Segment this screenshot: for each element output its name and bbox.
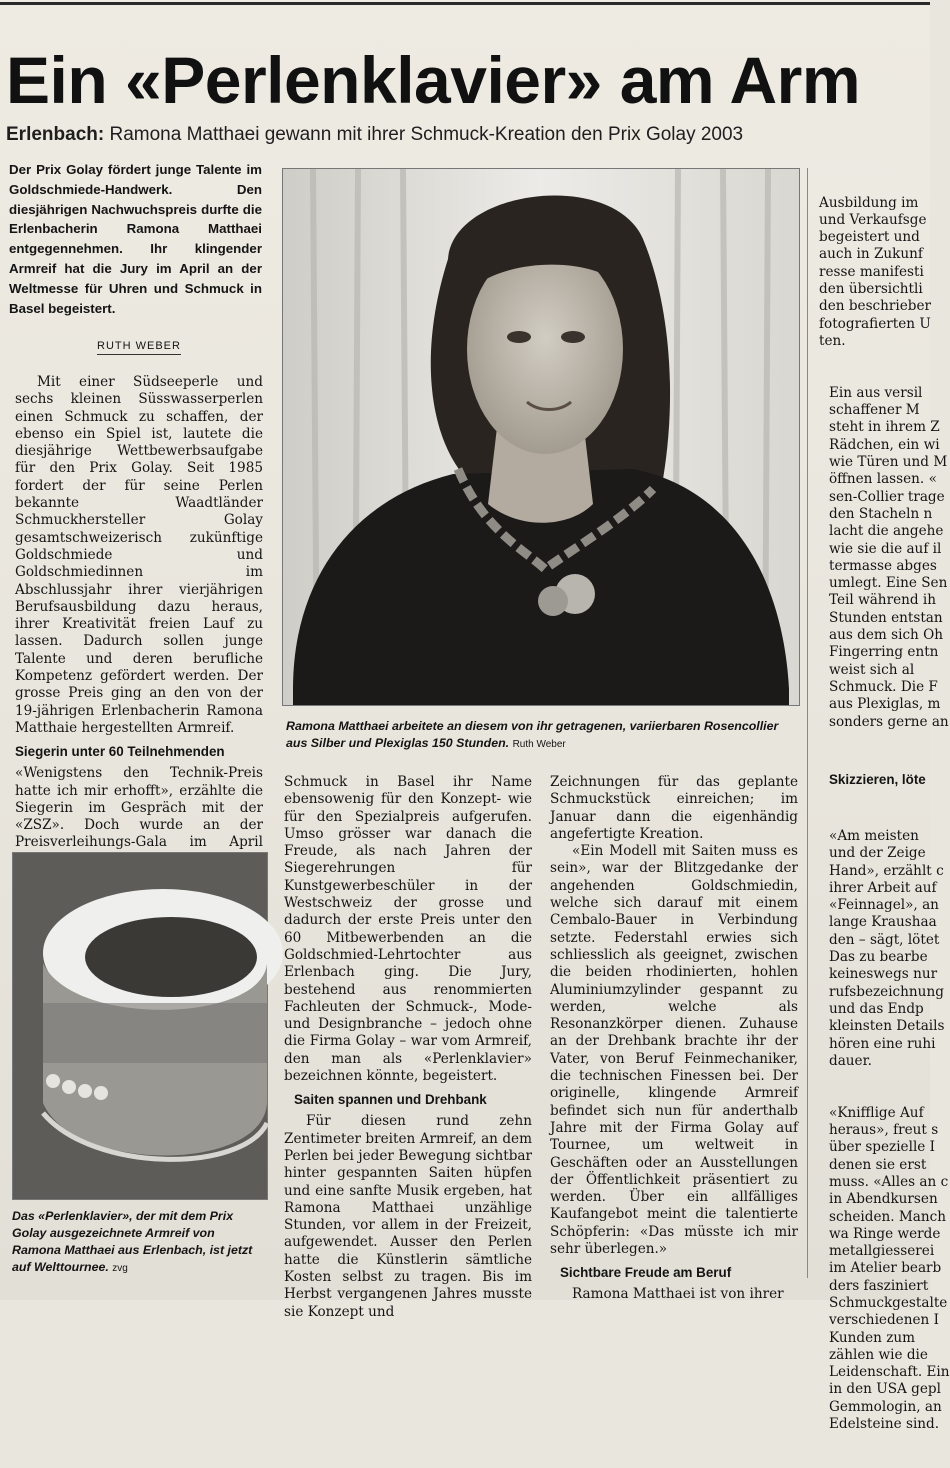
caption-text: Ramona Matthaei arbeitete an diesem von ihr getragenen, variierbaren Rosencollier aus Silber und Plexiglas 150 Stunden. [286, 719, 779, 750]
photo-credit: zvg [112, 1263, 128, 1274]
paragraph: «Wenigstens den Technik-Preis hatte ich mir erhofft», erzählte die Siegerin im Gespräch mit der «ZSZ». Doch wurde an der Preisverleihungs-Gala im April [15, 765, 263, 851]
column-1 [15, 374, 263, 886]
paragraph: «Ein Modell mit Saiten muss es sein», war der Blitzgedanke der angehenden Goldschmiedin, welche sich darauf mit einem Cembalo-Bauer in Verbindung setzte. Federstahl erwies sich schliesslich als geeignet, zwischen die beiden rhodinierten, hohlen Aluminiumzylinder gespannt zu werden, welche als Resonanzkörper dienen. Zuhause an der Drehbank brachte ihr der Vater, von Beruf Feinmechaniker, die technischen Finessen bei. Der originelle, klingende Armreif befindet sich nun für anderthalb Jahre mit der Firma Golay auf Tournee, um weltweit in Geschäften oder an Ausstellungen der Öffentlichkeit präsentiert zu werden. Über ein allfälliges Kaufangebot meint die talentierte Schöpferin: «Das müsste ich mir sehr überlegen.» [550, 843, 798, 1258]
kicker: Erlenbach: [6, 124, 105, 145]
paragraph: Zeichnungen für das geplante Schmuckstück einreichen; im Januar dann die eigenhändig angefertigte Kreation. [550, 774, 798, 842]
top-rule [0, 2, 930, 5]
subheading: Skizzieren, löte [829, 772, 926, 788]
subheading: Sichtbare Freude am Beruf [560, 1265, 732, 1281]
byline: RUTH WEBER [97, 340, 181, 355]
bracelet-photo-image [13, 853, 267, 1199]
column-4 [819, 160, 950, 1468]
paragraph: «Knifflige Auf heraus», freut s über spezielle I denen sie erst muss. «Alles an c in Abendkursen scheiden. Manch wa Ringe werde metallgiesserei im Atelier bearb ders fasziniert Schmuckgestalte verschiedenen I Kunden zum zählen wie die Leidenschaft. Ein in den USA gepl Gemmologin, an Edelsteine sind. [829, 1104, 950, 1433]
paragraph: Ramona Matthaei ist von ihrer [572, 1286, 784, 1303]
subheadline-text: Ramona Matthaei gewann mit ihrer Schmuck-Kreation den Prix Golay 2003 [109, 124, 744, 145]
subheadline [6, 122, 743, 148]
subheading: Saiten spannen und Drehbank [294, 1092, 487, 1108]
bracelet-photo [12, 852, 268, 1200]
paragraph: Mit einer Südseeperle und sechs kleinen Süsswasserperlen einen Schmuck zu schaffen, der ebenso ein Spiel ist, lautete die diesjährige Wettbewerbsaufgabe für den Prix Golay. Seit 1985 fordert der für seine Perlen bekannte Waadtländer Schmuckhersteller Golay gesamtschweizerisch zukünftige Goldschmiede und Goldschmiedinnen im Abschlussjahr ihrer vierjährigen Berufsausbildung dazu heraus, ihrer Kreativität freien Lauf zu lassen. Dadurch sollen junge Talente und deren berufliche Kompetenz gefördert werden. Der grosse Preis ging an den von der 19-jährigen Erlenbacherin Ramona Matthaie hergestellten Armreif. [15, 374, 263, 736]
bracelet-caption [12, 1208, 266, 1277]
lead-paragraph: Der Prix Golay fördert junge Talente im Goldschmiede-Handwerk. Den diesjährigen Nachwuchspreis durfte die Erlenbacherin Ramona Matthaei entgegennehmen. Ihr klingender Armreif hat die Jury im April an der Weltmesse für Uhren und Schmuck in Basel begeistert. [9, 162, 262, 316]
paragraph: «Am meisten und der Zeige Hand», erzählt c ihrer Arbeit auf «Feinnagel», an lange Kraushaa den – sägt, lötet Das zu bearbe keineswegs nur rufsbezeichnung und das Endp kleinsten Details hören eine ruhi dauer. [829, 827, 945, 1069]
headline: Ein «Perlenklavier» am Arm [6, 43, 861, 117]
photo-credit: Ruth Weber [512, 739, 566, 750]
caption-text: Das «Perlenklavier», der mit dem Prix Golay ausgezeichnete Armreif von Ramona Matthaei aus Erlenbach, ist jetzt auf Welttournee. [12, 1209, 253, 1274]
paragraph: Schmuck in Basel ihr Name ebensowenig für den Konzept- wie für den Spezialpreis aufgerufen. Umso grösser war danach die Freude, als nach Jahren der Siegerehrungen für Kunstgewerbeschüler in der Westschweiz der grosse und dadurch der erste Preis unter den 60 Mitbewerbenden an die Goldschmied-Lehrtochter aus Erlenbach ging. Die Jury, bestehend aus renommierten Fachleuten der Schmuck-, Mode- und Designbranche – jedoch ohne die Firma Golay – war vom Armreif, den man als «Perlenklavier» bezeichnen könnte, begeistert. [284, 774, 532, 1085]
portrait-caption [286, 718, 796, 753]
column-3 [550, 774, 798, 1304]
paragraph: Für diesen rund zehn Zentimeter breiten Armreif, an dem Perlen bei jeder Bewegung sichtbar hinter gespannten Saiten hüpfen und eine sanfte Musik ergeben, hat Ramona Matthaei unzählige Stunden, vor allem in der Freizeit, aufgewendet. Ausser den Perlen hatte die Künstlerin sämtliche Kosten selbst zu tragen. Bis im Herbst vergangenen Jahres musste sie Konzept und [284, 1113, 532, 1320]
subheading: Siegerin unter 60 Teilnehmenden [15, 744, 225, 760]
column-divider [807, 168, 808, 1278]
column-2 [284, 774, 532, 1321]
paragraph: Ein aus versil schaffener M steht in ihrem Z Rädchen, ein wi wie Türen und M öffnen lassen. « sen-Collier trage den Stacheln n lacht die angehe wie sie die auf il termasse abges umlegt. Eine Sen Teil während ih Stunden entstan aus dem sich Oh Fingerring entn weist sich al Schmuck. Die F aus Plexiglas, m sonders gerne an [829, 384, 949, 730]
portrait-photo-image [283, 169, 799, 705]
paragraph: Ausbildung im und Verkaufsge begeistert und auch in Zukunf resse manifesti den übersichtli den beschrieber fotografierten U ten. [819, 194, 932, 349]
portrait-photo [282, 168, 800, 706]
